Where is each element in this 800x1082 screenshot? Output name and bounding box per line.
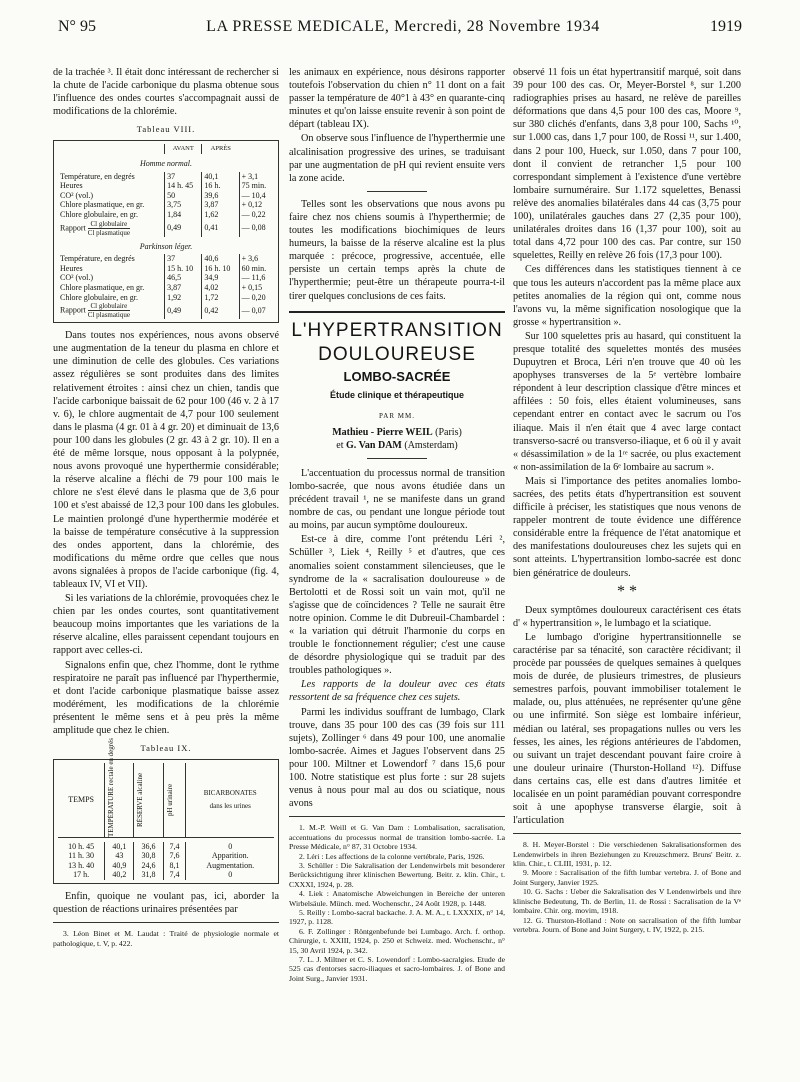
article-divider [289, 311, 505, 313]
footnote: 7. L. J. Miltner et C. S. Lowendorf : Lombo-sacralgies. Etude de 525 cas d'entorses sacro-iliaques et sacro-lombaires. J. of Bone and Joint Surg., Janvier 1931. [289, 955, 505, 983]
table-row: 10 h. 45 40,1 36,6 7,4 0 [58, 842, 274, 852]
table-9-caption: Tableau IX. [140, 743, 192, 754]
column-middle [289, 66, 505, 983]
table-8-caption: Tableau VIII. [136, 124, 196, 135]
article-title-line1: L'HYPERTRANSITION [291, 319, 503, 341]
paragraph: L'accentuation du processus normal de transition lombo-sacrée, que nous avons étudiée dans un précédent travail ¹, ne se manifeste dans un grand nombre de cas, ou pendant une longue période tout au moins, par aucun symptôme douloureux. [289, 467, 505, 532]
table-row: Température, en degrés 37 40,1 + 3,1 [58, 172, 274, 182]
table-row: 17 h. 40,2 31,8 7,4 0 [58, 870, 274, 880]
page-header [58, 18, 742, 48]
paragraph: Les rapports de la douleur avec ces états ressortent de sa fréquence chez ces sujets. [289, 679, 505, 704]
footnote: 2. Léri : Les affections de la colonne vertébrale, Paris, 1926. [299, 851, 485, 861]
paragraph: de la trachée ³. Il était donc intéressant de rechercher si la chute de l'acide carbonique du plasma obtenue sous l'influence des ondes courtes s'accompagnait aussi de modifications de la chlorémie. [53, 67, 279, 118]
issue-number: N° 95 [58, 18, 96, 35]
column-left [53, 66, 279, 948]
paragraph: Si les variations de la chlorémie, provoquées chez le chien par les ondes courtes, sont quantitativement beaucoup moins importantes que les variations de la réserve alcaline, elles paraissent cependant toujours en rapport avec celles-ci. [53, 593, 279, 657]
table-row: Heures 14 h. 45 16 h. 75 min. [58, 181, 274, 191]
footnote: 5. Reilly : Lombo-sacral backache. J. A. M. A., t. LXXXIX, n° 14, 1927, p. 1128. [289, 907, 505, 927]
header-reserve: RÉSERVE alcaline [136, 773, 145, 828]
table-8 [53, 140, 279, 323]
article-authors: Mathieu - Pierre WEIL (Paris) et G. Van DAM (Amsterdam) [332, 426, 462, 451]
section-stars: * * [617, 582, 637, 600]
col-apres: APRÈS [202, 144, 239, 154]
table-row: Chlore globulaire, en gr. 1,84 1,62 — 0,22 [58, 210, 274, 220]
col-avant: AVANT [165, 144, 202, 154]
table-row: 13 h. 40 40,9 24,6 8,1 Augmentation. [58, 861, 274, 871]
paragraph: Ces différences dans les statistiques tiennent à ce que tous les auteurs n'accordent pas la même place aux petites anomalies de la région qui ont, comme nous l'avons vu, la même signification nosologique que la grosse « hypertransition ». [513, 264, 741, 328]
paragraph: On observe sous l'influence de l'hyperthermie une alcalinisation progressive des urines, se traduisant par une augmentation de pH qui revient ensuite vers la zone acide. [289, 133, 505, 184]
footnote: 6. F. Zollinger : Röntgenbefunde bei Lumbago. Arch. f. orthop. Chirurgie, t. XXIII, 1924, p. 250 et Schweiz. med. Wochenschr., n° 15, 30 Avril 1924, p. 342. [289, 926, 505, 955]
table-row: Chlore plasmatique, en gr. 3,75 3,87 + 0,12 [58, 200, 274, 210]
footnote-divider [513, 833, 741, 834]
paragraph: Telles sont les observations que nous avons pu faire chez nos chiens soumis à l'hyperthermie; de toutes les modifications biochimiques de leurs humeurs, la baisse de la réserve alcaline est la plus marquée : précoce, progressive, accentuée, elle persiste un certain temps après la chute de l'hyperthermie; peut-être un thérapeute pourra-t-il tirer quelques conclusions de ces faits. [289, 198, 505, 302]
footnote: 1. M.-P. Weill et G. Van Dam : Lombalisation, sacralisation, accentuations du processus normal de transition lombo-sacrée. La Presse Médicale, n° 87, 31 Octobre 1934. [289, 823, 505, 852]
footnote-divider [289, 816, 505, 817]
table-row: Température, en degrés 37 40,6 + 3,6 [58, 254, 274, 264]
paragraph: Enfin, quoique ne voulant pas, ici, aborder la question de réactions urinaires présentées par [53, 891, 279, 916]
footnote: 8. H. Meyer-Borstel : Die verschiedenen Sakralisationsformen des Lendenwirbels in ihren Beziehungen zu Kreuzschmerz. Bruns' Beitr. z. klin. Chir., t. CLIII, 1931, p. 12. [513, 840, 741, 869]
footnote: 9. Moore : Sacralisation of the fifth lumbar vertebra. J. of Bone and Joint Surgery, Janvier 1925. [513, 868, 741, 887]
paragraph: Parmi les individus souffrant de lumbago, Clark trouve, dans 35 pour 100 des cas (39 fois sur 111 sujets), Zollinger ⁶ dans 49 pour 100, une anomalie lombo-sacrée. Aimes et Jagues l'observent dans 25 pour 100. Miltner et Lowendorf ⁷ dans 15,6 pour 100. Notre statistique est plus forte : sur 28 sujets venus à nous pour mal au dos ou sciatique, nous avons [289, 706, 505, 810]
header-bicarbonates: BICARBONATES [203, 788, 257, 797]
article-title-line2: DOULOUREUSE [318, 343, 476, 365]
journal-title: LA PRESSE MEDICALE, Mercredi, 28 Novembre 1934 [206, 18, 600, 35]
paragraph: Le lumbago d'origine hypertransitionnelle se caractérise par sa ténacité, son caractère récidivant; il procède par poussées de quelques semaines à quelques mois de durée, de plusieurs trimestres, de plusieurs semestres parfois, pouvant immobiliser totalement le malade, ou, plus atténuées, ne représenter qu'une gêne ou une infirmité. Son siège est lombaire inférieur, médian ou latéral, ses propagations nulles ou vers les fesses, les aines, les régions antérieures de l'abdomen, ou suivant un trajet descendant pouvant faire croire à une douleur urinaire (Thurston-Holland ¹²). Diffuse dans certains cas, elle est dans d'autres limitée et localisée en un point paramédian pouvant correspondre soit à une apophyse transverse élargie, soit à l'articulation [513, 631, 741, 827]
footnote: 3. Léon Binet et M. Laudat : Traité de physiologie normale et pathologique, t. V, p. 422. [53, 929, 279, 948]
paragraph: Dans toutes nos expériences, nous avons observé une augmentation de la teneur du plasma en chlore et une diminution de celle des globules. Ces variations assez régulières se sont produites dans des limites relativement étroites : ainsi chez un chien, tandis que l'acide carbonique baissait de 62 pour 100 (46 v. 2 à 17 v. 6), le chlore augmentait de 4,7 pour 100 seulement dans le plasma (4 gr. 01 à 4 gr. 20) et diminuait de 13,6 pour 100 dans les globules (2 gr. 43 à 2 gr. 10). Il en a été de même lorsque, nous opposant à la polypnée, nous avons provoqué une hyperthermie considérable; la réserve alcaline a fléchi de 79 pour 100 mais le chlore ne s'est élevé dans le plasma que de 3,6 pour 100 et s'est abaissé de 12,3 pour 100 dans les globules. Le maintien prolongé d'une hyperthermie modérée et la baisse de température consécutive à la suppression des ondes apportent, dans la chlorémie, des modifications du même ordre que celles que nous avons signalées à propos de l'acide carbonique (fig. 4, tableaux IV, VI et VII). [53, 330, 279, 590]
page-number: 1919 [709, 18, 742, 35]
table-row: 11 h. 30 43 30,8 7,6 Apparition. [58, 851, 274, 861]
table-row: Chlore plasmatique, en gr. 3,87 4,02 + 0,15 [58, 283, 274, 293]
table-row: CO² (vol.) 46,5 34,9 — 11,6 [58, 273, 274, 283]
footnote: 4. Liek : Anatomische Abweichungen in Bereiche der unteren Wirbelsäule. Münch. med. Wochenschr., 24 Août 1928, p. 1448. [289, 889, 505, 908]
column-right [513, 66, 741, 934]
footnote-divider [53, 922, 279, 923]
article-subtitle: Étude clinique et thérapeutique [329, 389, 464, 400]
footnotes [53, 929, 279, 948]
paragraph: Est-ce à dire, comme l'ont prétendu Léri ², Schüller ³, Liek ⁴, Reilly ⁵ et d'autres, que ces anomalies soient constamment silencieuses, que le syndrome de la « sacralisation douloureuse » de Bertolotti et de Rossi soit un vain mot, qu'il ne s'agisse que de coïncidences ? Telle ne saurait être notre opinion. Comme le dit Dubreuil-Chambardel : « la variation qui détruit l'harmonie du corps en trouble le fonctionnement régulier; c'est une cause de désordre physiologique qui se traduit par des troubles pathologiques ». [289, 534, 505, 677]
footnotes [289, 823, 505, 983]
footnote: 10. G. Sachs : Ueber die Sakralisation des V Lendenwirbels und ihre klinische Bedeutung, Th. de Berlin, 11. de Rossi : Sacralisation de la Vᵉ lombaire. Chir. org. movim, 1918. [513, 887, 741, 916]
paragraph: Sur 100 squelettes pris au hasard, qui constituent la presque totalité des squelettes montés des musées Dupuytren et Broca, Léri n'en trouve que 40 où les apophyses transverses de la 5ᵉ vertèbre lombaire répondent à leur description classique d'être minces et affilées : 50 fois, elles étaient volumineuses, sans cependant entrer en contact avec le sacrum ou l'os iliaque. Mais il n'en était que 4 avec large contact transverso-sacré ou transverso-iliaque, et 6 où il y avait « désassimilation » de la 1ʳᵉ sacrée, ou plus exactement « non-assimilation de la 6ᵉ lombaire au sacrum ». [513, 330, 741, 473]
table-row: CO² (vol.) 50 39,6 — 10,4 [58, 191, 274, 201]
paragraph: Mais si l'importance des petites anomalies lombo-sacrées, des petits états d'hypertransition est souvent difficile à préciser, les statistiques que nous venons de rappeler montrent de toute évidence une différence considérable entre la fréquence de l'état anatomique et des manifestations douloureuses chez les sujets qui en sont atteints. L'hypertransition lombo-sacrée est donc bien génératrice de douleurs. [513, 475, 741, 579]
header-temps: TEMPS [68, 795, 95, 805]
footnote: 12. G. Thurston-Holland : Note on sacralisation of the fifth lumbar vertebra. Journ. of Bone and Joint Surgery, t. IV, 1922, p. 215. [513, 915, 741, 934]
article-title-line3: LOMBO-SACRÉE [343, 368, 451, 384]
header-ph: pH urinaire [165, 784, 174, 817]
paragraph: Signalons enfin que, chez l'homme, dont le rythme respiratoire ne paraît pas influencé par l'hyperthermie, et dont l'acide carbonique plasmatique baisse assez modérément, les modifications de la chlorémie présentent le même sens et à peu près la même amplitude que chez le chien. [53, 659, 279, 736]
divider [367, 458, 427, 459]
table-row: Chlore globulaire, en gr. 1,92 1,72 — 0,20 [58, 293, 274, 303]
section-label: Homme normal. [140, 159, 192, 169]
footnotes [513, 840, 741, 934]
divider [367, 191, 427, 192]
table-9: TEMPS TEMPÉRATURE rectale en degrés RÉSERVE alcaline pH urinaire BICARBONATES dans les urines 10 h. 45 40,1 36,6 7,4 0 11 h. 30 43 30,8 7,6 Apparition. 13 h. 40 40,9 24,6 8,1 Augmentation. 17 h. 40,2 31,8 7,4 0 [53, 759, 279, 884]
section-label: Parkinson léger. [139, 241, 193, 251]
header-temperature: TEMPÉRATURE rectale en degrés [107, 738, 116, 838]
table-row: Heures 15 h. 10 16 h. 10 60 min. [58, 264, 274, 274]
table-row: Rapport Cl globulaire Cl plasmatique 0,49 0,42 — 0,07 [58, 302, 274, 319]
paragraph: les animaux en expérience, nous désirons rapporter toutefois l'observation du chien n° 11 dont on a fait passer la température de 40°1 à 43° en quarante-cinq minutes et qu'on laisse ensuite revenir à son point de départ (tableau IX). [289, 67, 505, 131]
paragraph: observé 11 fois un état hypertransitif marqué, soit dans 39 pour 100 des cas. Or, Meyer-Borstel ⁸, sur 1.200 radiographies prises au hasard, ne relève de pareilles déformations que dans 4,5 pour 100 des cas, Moore ⁹, sur 380 clichés d'enfants, dans 3,8 pour 100, Sachs ¹⁰, sur 1.000 cas, dans 1,7 pour 100, de Rossi ¹¹, sur 1.400, dans 2 pour 100, Hueck, sur 1.050, dans 7 pour 100, dont il convient de retrancher 1,5 pour 100 correspondant simplement à l'existence d'une vertèbre lombaire surnuméraire. Sur 1.172 squelettes, Benassi relève des anomalies bilatérales dans 44 cas (3,75 pour 100), unilatérales gauches dans 27 (2,35 pour 100), unilatérales droites dans 16 (1,37 pour 100), soit au total dans 4,72 pour 100 des cas. Par contre, sur 150 squelettes, Reilly en relève 26 fois (17,3 pour 100). [513, 67, 741, 262]
article-title-block: L'HYPERTRANSITION DOULOUREUSE LOMBO-SACRÉE Étude clinique et thérapeutique PAR MM. Mathieu - Pierre WEIL (Paris) et G. Van DAM (Amsterdam) [289, 319, 505, 459]
footnote: 3. Schüller : Die Sakralisation der Lendenwirbels mit besonderer Berücksichtigung ihrer klinischen Bewertung. Beitr. z. klin. Chir., t. CXXXI, 1924, p. 28. [289, 860, 505, 889]
table-row: Rapport Cl globulaire Cl plasmatique 0,49 0,41 — 0,08 [58, 220, 274, 237]
paragraph: Deux symptômes douloureux caractérisent ces états d' « hypertransition », le lumbago et la sciatique. [513, 604, 741, 629]
